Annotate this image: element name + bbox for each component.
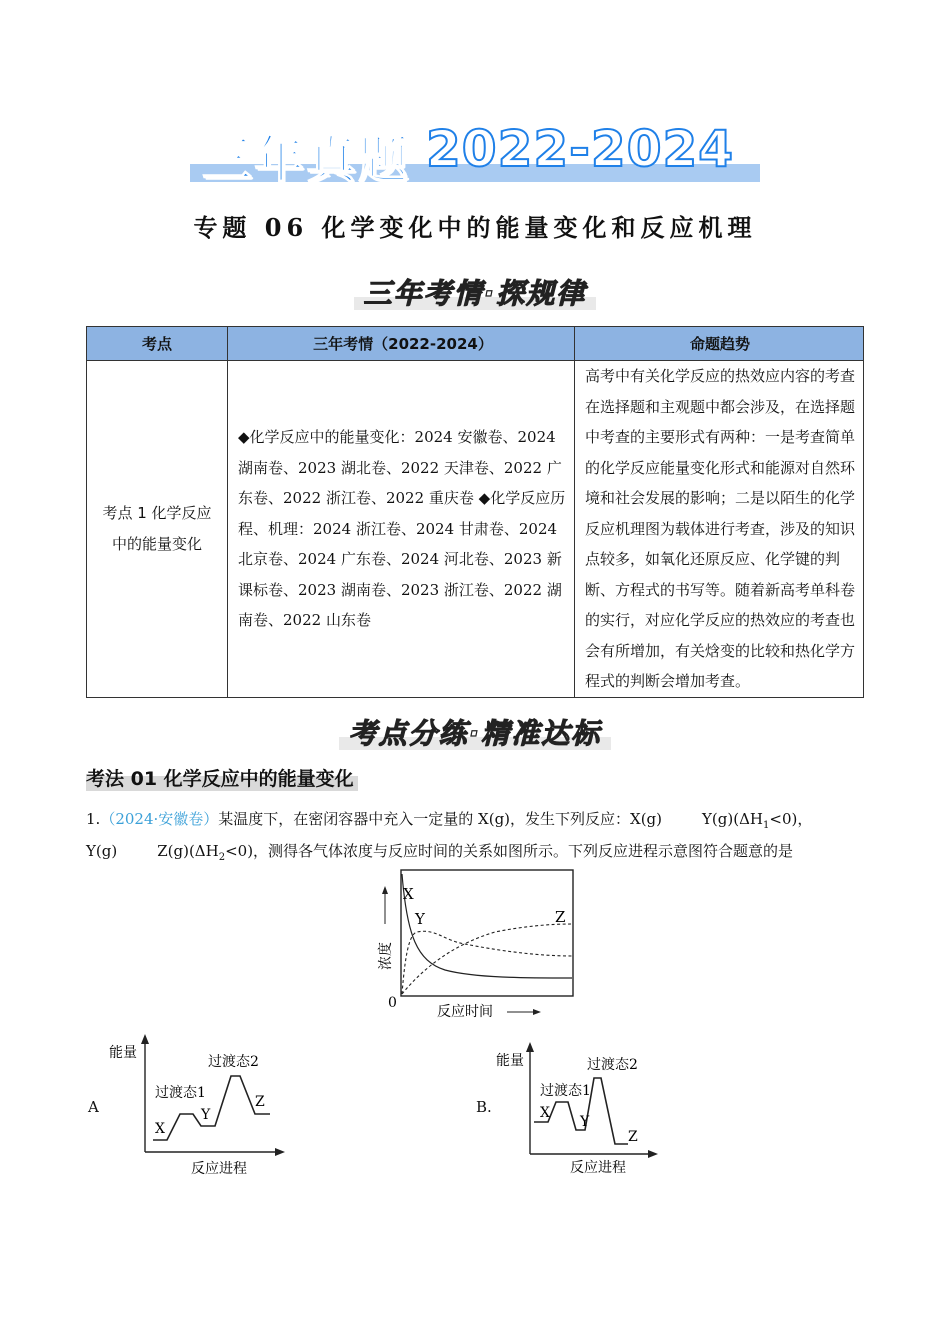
species-z: Z: [628, 1129, 638, 1145]
option-label-b[interactable]: B.: [476, 1098, 492, 1116]
ts1-label: 过渡态1: [540, 1083, 591, 1099]
title-banner: [190, 118, 760, 189]
species-y: Y: [201, 1107, 211, 1123]
species-x: X: [540, 1105, 550, 1121]
curve-label-y: Y: [415, 910, 425, 928]
curve-y: [402, 931, 572, 994]
progress-axis-label: 反应进程: [191, 1161, 247, 1177]
y-axis-label: 浓度: [378, 942, 394, 970]
concentration-time-chart: [355, 866, 585, 1024]
x-arrowhead: [533, 1009, 541, 1015]
question-number: 1.: [86, 810, 101, 828]
table-header: 三年考情（2022-2024）: [228, 327, 575, 361]
question-text: <0)，: [769, 810, 813, 828]
option-a-energy-diagram: [105, 1030, 295, 1180]
question-line-1: [86, 808, 812, 831]
ts2-label: 过渡态2: [208, 1054, 259, 1070]
y-arrowhead: [382, 886, 388, 894]
table-cell-topic: 考点 1 化学反应中的能量变化: [87, 361, 228, 698]
table-header-row: [87, 327, 864, 361]
question-text: 某温度下，在密闭容器中充入一定量的 X(g)，发生下列反应：X(g): [218, 810, 663, 828]
curve-label-z: Z: [555, 908, 566, 926]
origin-label: 0: [388, 995, 397, 1011]
progress-axis-arrowhead: [275, 1148, 285, 1156]
progress-axis-label: 反应进程: [570, 1160, 626, 1176]
energy-axis-label: 能量: [496, 1053, 524, 1069]
exam-analysis-table: [86, 326, 864, 698]
table-cell-history: ◆化学反应中的能量变化：2024 安徽卷、2024 湖南卷、2023 湖北卷、2022 天津卷、2022 广东卷、2022 浙江卷、2022 重庆卷 ◆化学反应历程、机理：2024 浙江卷、2024 甘肃卷、2024 北京卷、2024 广东卷、2024 河北卷、2023 新课标卷、2023 湖南卷、2023 浙江卷、2022 湖南卷、2022 山东卷: [228, 361, 575, 698]
table-header: 考点: [87, 327, 228, 361]
page-subtitle: 专题 06 化学变化中的能量变化和反应机理: [193, 213, 757, 242]
banner-title: 三年真题: [202, 131, 410, 189]
method-heading: 考法 01 化学反应中的能量变化: [86, 764, 358, 791]
question-text: <0)，测得各气体浓度与反应时间的关系如图所示。下列反应进程示意图符合题意的是: [225, 842, 794, 860]
table-row: [87, 361, 864, 698]
chart-frame: [401, 870, 573, 996]
option-b-energy-diagram: [490, 1038, 670, 1180]
question-source: （2024·安徽卷）: [100, 810, 219, 828]
ts1-label: 过渡态1: [155, 1085, 206, 1101]
x-axis-label: 反应时间: [437, 1004, 493, 1020]
table-header: 命题趋势: [575, 327, 864, 361]
species-z: Z: [255, 1094, 265, 1110]
banner-years: 2022-2024: [426, 120, 735, 178]
section-heading-2: 考点分练·精准达标: [0, 712, 950, 752]
option-label-a[interactable]: A: [88, 1098, 99, 1116]
ts2-label: 过渡态2: [587, 1057, 638, 1073]
question-text: Y(g)(ΔH: [702, 810, 763, 828]
species-y: Y: [580, 1114, 590, 1130]
curve-z: [402, 924, 572, 994]
energy-axis-arrowhead: [526, 1042, 534, 1052]
table-cell-trend: 高考中有关化学反应的热效应内容的考查在选择题和主观题中都会涉及，在选择题中考查的主要形式有两种：一是考查简单的化学反应能量变化形式和能源对自然环境和社会发展的影响；二是以陌生的化学反应机理图为载体进行考查，涉及的知识点较多，如氧化还原反应、化学键的判断、方程式的书写等。随着新高考单科卷的实行，对应化学反应的热效应的考查也会有所增加，有关焓变的比较和热化学方程式的判断会增加考查。: [575, 361, 864, 698]
section-heading-1: 三年考情·探规律: [0, 272, 950, 312]
subscript: 1: [763, 820, 770, 831]
curve-x: [402, 874, 572, 978]
question-text: Y(g): [86, 842, 118, 860]
subscript: 2: [218, 852, 226, 863]
energy-axis-arrowhead: [141, 1034, 149, 1044]
curve-label-x: X: [403, 885, 414, 903]
species-x: X: [155, 1121, 165, 1137]
question-line-2: [86, 840, 793, 863]
progress-axis-arrowhead: [648, 1150, 658, 1158]
energy-axis-label: 能量: [109, 1045, 137, 1061]
question-text: Z(g)(ΔH: [157, 842, 219, 860]
